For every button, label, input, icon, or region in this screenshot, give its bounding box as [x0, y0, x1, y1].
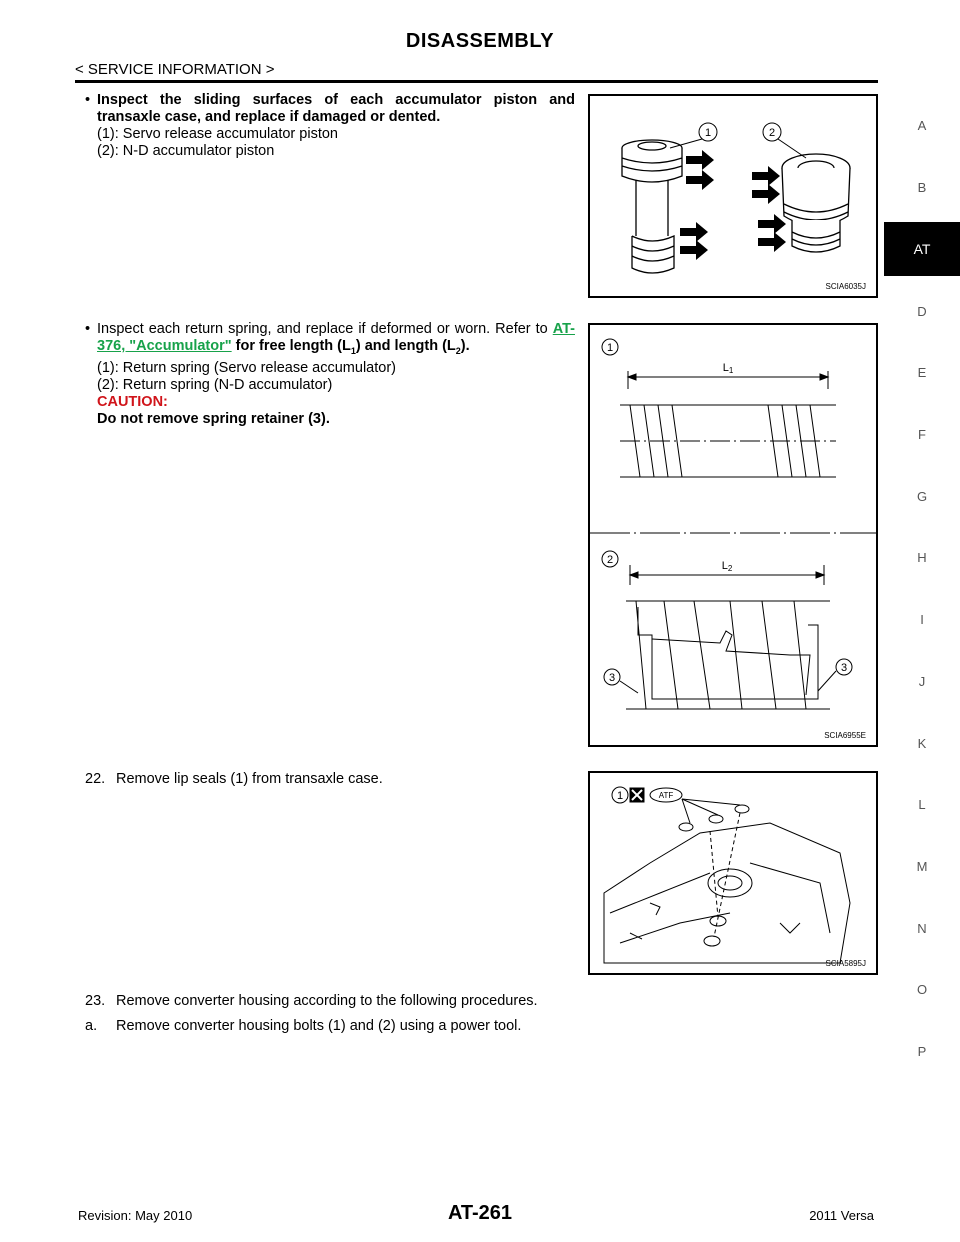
step-22 — [85, 771, 575, 788]
item-text: (2): Return spring (N-D accumulator) — [97, 376, 333, 393]
callout-2: 2 — [606, 554, 614, 566]
step-text: Remove converter housing according to the following procedures. — [116, 993, 538, 1009]
figure-id: SCIA5895J — [825, 959, 866, 968]
callout-2: 2 — [768, 127, 776, 139]
callout-1: 1 — [606, 342, 614, 354]
figure-id: SCIA6035J — [825, 282, 866, 291]
step-number: 23. — [85, 993, 106, 1009]
tab-p[interactable]: P — [917, 1043, 927, 1059]
tab-i[interactable]: I — [920, 612, 924, 628]
dimension-l2: L2 — [721, 560, 733, 573]
bullet: • — [85, 92, 91, 108]
tab-h[interactable]: H — [917, 550, 927, 566]
transaxle-case-illustration — [590, 773, 876, 973]
tab-d[interactable]: D — [917, 303, 927, 319]
step-accumulator-piston — [85, 92, 575, 160]
reference-link[interactable]: AT-376, "Accumulator" — [97, 321, 575, 354]
arrow-icons — [680, 150, 786, 260]
caution-text: Do not remove spring retainer (3). — [97, 410, 330, 427]
vehicle-model: 2011 Versa — [809, 1208, 874, 1223]
tab-e[interactable]: E — [917, 365, 927, 381]
callout-3: 3 — [608, 672, 616, 684]
step-text: ) and length (L — [355, 338, 456, 354]
figure-lip-seals — [588, 771, 878, 975]
item-text: (1): Servo release accumulator piston — [97, 126, 338, 142]
caution-label: CAUTION: — [97, 393, 168, 410]
dimension-l1: L1 — [722, 362, 734, 375]
tab-f[interactable]: F — [918, 427, 926, 443]
step-a — [85, 1018, 785, 1035]
tab-m[interactable]: M — [916, 858, 928, 874]
figure-return-springs — [588, 323, 878, 747]
item-text: (1): Return spring (Servo release accumulator) — [97, 359, 396, 376]
page-title: DISASSEMBLY — [405, 30, 555, 52]
step-number: 22. — [85, 771, 106, 787]
subscript: 1 — [350, 345, 356, 356]
spring-coils — [630, 405, 820, 709]
tab-k[interactable]: K — [917, 735, 927, 751]
tab-at-active[interactable]: AT — [884, 222, 960, 276]
header-rule — [75, 80, 878, 83]
atf-tag: ATF — [658, 791, 674, 800]
step-text: Remove converter housing bolts (1) and (2) using a power tool. — [116, 1018, 522, 1034]
figure-id: SCIA6955E — [824, 731, 866, 740]
step-number: a. — [85, 1018, 98, 1034]
tab-j[interactable]: J — [918, 673, 926, 689]
item-text: (2): N-D accumulator piston — [97, 143, 275, 159]
tab-a[interactable]: A — [917, 118, 927, 134]
figure-accumulator-pistons — [588, 94, 878, 298]
callout-1: 1 — [704, 127, 712, 139]
spring-illustration — [590, 325, 876, 745]
step-text: Inspect the sliding surfaces of each accumulator piston and transaxle case, and replace if damaged or dented. — [97, 92, 575, 125]
tab-l[interactable]: L — [918, 797, 926, 813]
step-text: ). — [460, 338, 470, 354]
bullet: • — [85, 321, 91, 337]
page-number: AT-261 — [447, 1202, 513, 1224]
tab-n[interactable]: N — [917, 920, 927, 936]
tab-g[interactable]: G — [916, 488, 928, 504]
step-23 — [85, 993, 785, 1010]
step-text: for free length (L — [235, 338, 351, 354]
section-label: < SERVICE INFORMATION > — [75, 61, 275, 78]
piston-illustration — [590, 96, 876, 296]
callout-1: 1 — [616, 790, 624, 802]
revision-date: Revision: May 2010 — [78, 1208, 193, 1223]
step-text: Remove lip seals (1) from transaxle case. — [116, 771, 383, 787]
section-tab-bar — [884, 95, 960, 1082]
tab-b[interactable]: B — [917, 180, 927, 196]
callout-3: 3 — [840, 662, 848, 674]
step-text: Inspect each return spring, and replace if deformed or worn. Refer to — [97, 321, 548, 337]
step-return-spring — [85, 321, 575, 428]
subscript: 2 — [455, 345, 461, 356]
tab-o[interactable]: O — [916, 982, 928, 998]
